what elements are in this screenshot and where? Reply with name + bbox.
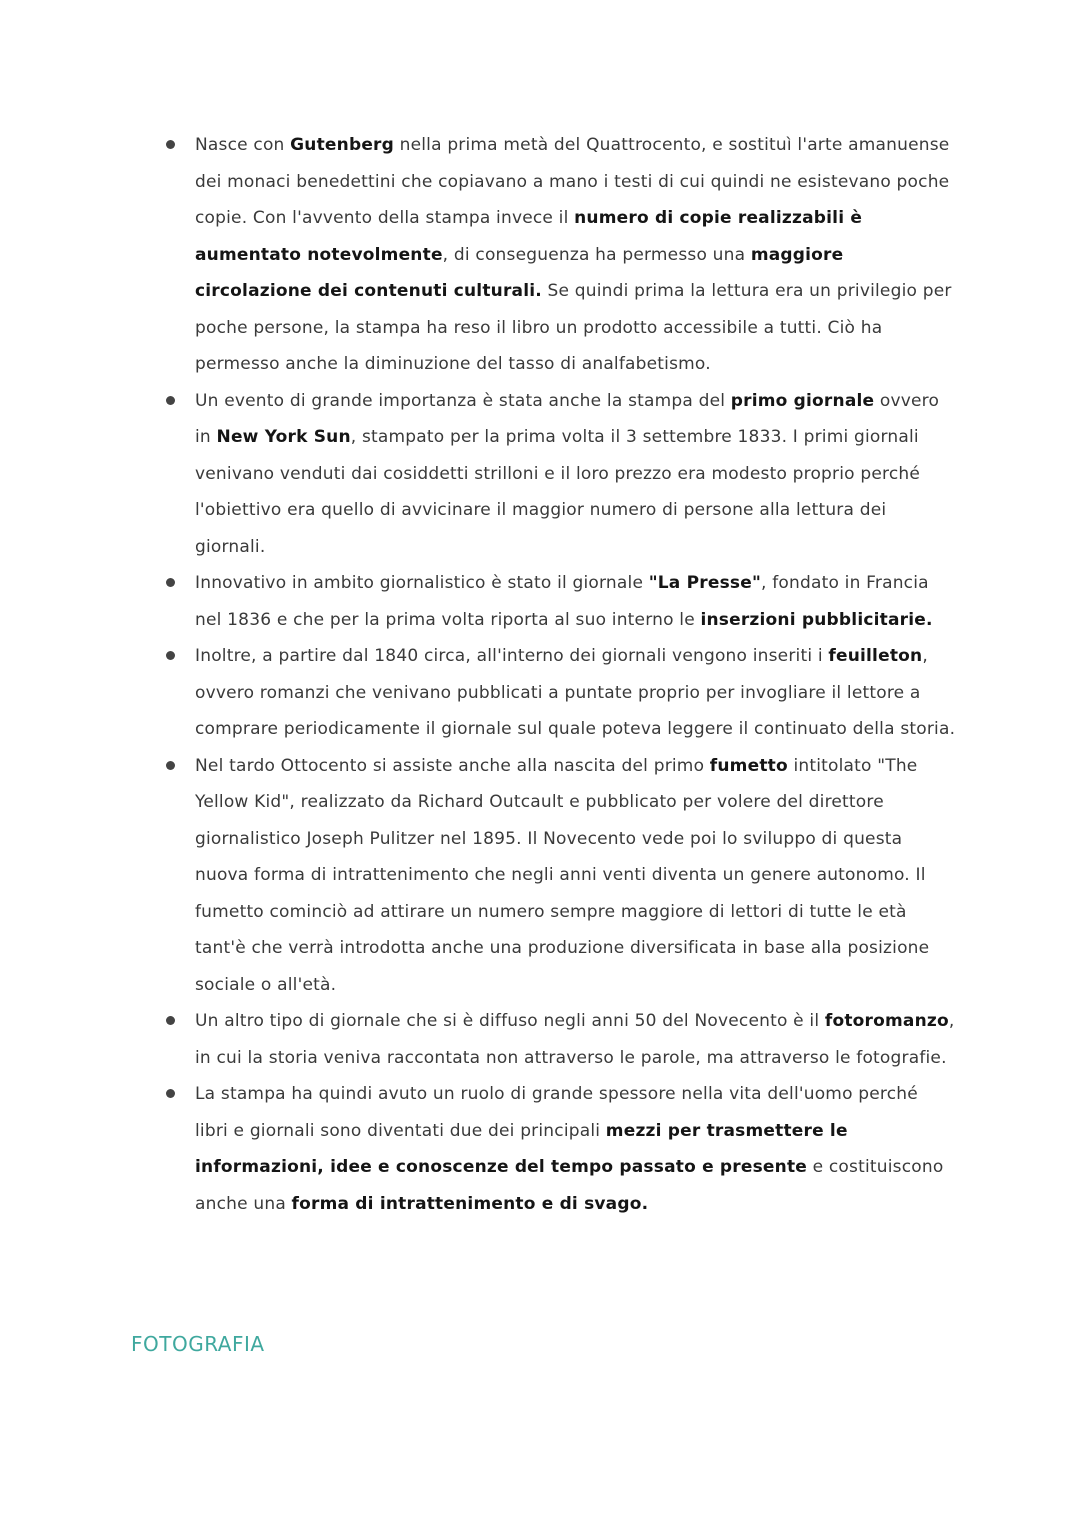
bold-text: feuilleton (828, 646, 923, 666)
body-text: , in cui la storia veniva raccontata non attraverso le parole, ma attraverso le fotografie. (195, 1011, 955, 1068)
body-text: Se quindi prima la lettura era un privilegio per poche persone, la stampa ha reso il libro un prodotto accessibile a tutti. Ciò ha permesso anche la diminuzione del tasso di analfabetismo. (195, 281, 952, 374)
body-text: Un evento di grande importanza è stata anche la stampa del (195, 390, 731, 411)
bold-text: forma di intrattenimento e di svago. (291, 1193, 649, 1214)
body-text: , ovvero romanzi che venivano pubblicati a puntate proprio per invogliare il lettore a comprare periodicamente il giornale sul quale poteva leggere il continuato della storia. (195, 646, 956, 739)
body-text: Inoltre, a partire dal 1840 circa, all'interno dei giornali vengono inseriti i (195, 646, 829, 666)
body-text: , di conseguenza ha permesso una (442, 244, 751, 265)
body-text: Un altro tipo di giornale che si è diffuso negli anni 50 del Novecento è il (195, 1011, 825, 1031)
body-text: Nel tardo Ottocento si assiste anche alla nascita del primo (195, 755, 710, 776)
bold-text: mezzi per trasmettere le informazioni, idee e conoscenze del tempo passato e presente (195, 1120, 848, 1177)
bold-text: numero di copie realizzabili è aumentato notevolmente (195, 208, 863, 265)
bullet-item (166, 638, 956, 748)
bullet-item (166, 748, 956, 1004)
body-text: ovvero in (195, 390, 940, 447)
bullet-item (166, 1076, 956, 1222)
bullet-dot-icon (166, 651, 175, 660)
bullet-item (166, 1003, 956, 1076)
bullet-dot-icon (166, 578, 175, 587)
bold-text: fumetto (709, 755, 788, 776)
body-text: Innovativo in ambito giornalistico è stato il giornale (195, 573, 649, 593)
bullet-item (166, 565, 956, 638)
bullet-item (166, 383, 956, 566)
bold-text: New York Sun (216, 427, 351, 447)
bullet-dot-icon (166, 761, 175, 770)
bullet-dot-icon (166, 140, 175, 149)
body-text: e costituiscono anche una (195, 1157, 944, 1214)
bold-text: inserzioni pubblicitarie. (700, 609, 933, 630)
bullet-item (166, 127, 956, 383)
body-text: nella prima metà del Quattrocento, e sostituì l'arte amanuense dei monaci benedettini che copiavano a mano i testi di cui quindi ne esistevano poche copie. Con l'avvento della stampa invece il (195, 135, 950, 228)
bold-text: primo giornale (730, 390, 875, 411)
bullet-dot-icon (166, 1016, 175, 1025)
body-text: , fondato in Francia nel 1836 e che per la prima volta riporta al suo interno le (195, 573, 929, 630)
body-text: , stampato per la prima volta il 3 settembre 1833. I primi giornali venivano venduti dai cosiddetti strilloni e il loro prezzo era modesto proprio perché l'obiettivo era quello di avvicinare il maggior numero di persone alla lettura dei giornali. (195, 427, 921, 557)
section-heading: FOTOGRAFIA (131, 1332, 265, 1356)
body-text: intitolato "The Yellow Kid", realizzato da Richard Outcault e pubblicato per volere del direttore giornalistico Joseph Pulitzer nel 1895. Il Novecento vede poi lo sviluppo di questa nuova forma di intrattenimento che negli anni venti diventa un genere autonomo. Il fumetto cominciò ad attirare un numero sempre maggiore di lettori di tutte le età tant'è che verrà introdotta anche una produzione diversificata in base alla posizione sociale o all'età. (195, 755, 930, 995)
body-text: La stampa ha quindi avuto un ruolo di grande spessore nella vita dell'uomo perché libri e giornali sono diventati due dei principali (195, 1084, 918, 1141)
bold-text: "La Presse" (648, 573, 761, 593)
bold-text: maggiore circolazione dei contenuti culturali. (195, 244, 844, 301)
bullet-dot-icon (166, 396, 175, 405)
bullet-list (166, 127, 956, 1222)
body-text: Nasce con (195, 135, 291, 155)
bullet-dot-icon (166, 1089, 175, 1098)
bold-text: fotoromanzo (824, 1011, 949, 1031)
bold-text: Gutenberg (290, 135, 395, 155)
